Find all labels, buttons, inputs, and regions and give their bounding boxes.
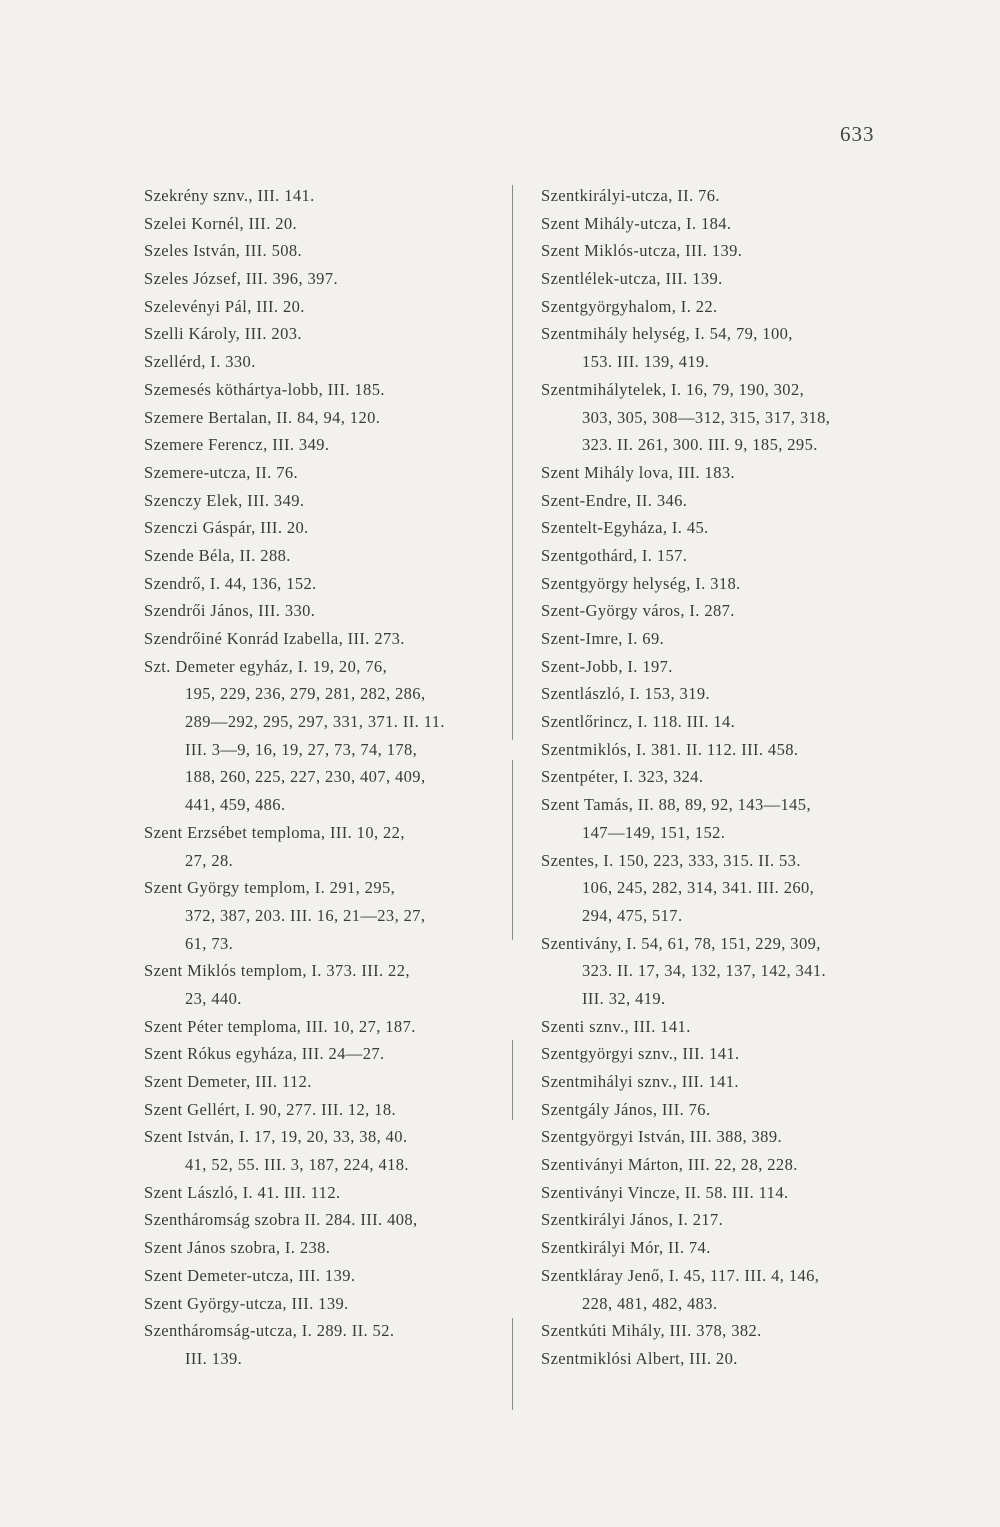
index-entry: Szellérd, I. 330. [144, 352, 256, 372]
index-entry-continuation: 153. III. 139, 419. [582, 352, 710, 372]
index-entry: Szent György templom, I. 291, 295, [144, 878, 396, 898]
index-entry: Szenczy Elek, III. 349. [144, 490, 305, 510]
index-entry-continuation: III. 139. [185, 1348, 243, 1368]
index-entry-continuation: 303, 305, 308—312, 315, 317, 318, [582, 407, 831, 427]
index-entry: Szentiványi Márton, III. 22, 28, 228. [541, 1155, 798, 1175]
column-divider [512, 1318, 513, 1410]
index-entry: Szentgyörgyi sznv., III. 141. [541, 1044, 740, 1064]
column-divider [512, 760, 513, 940]
index-entry-continuation: 228, 481, 482, 483. [582, 1293, 718, 1313]
index-entry-continuation: 61, 73. [185, 933, 234, 953]
index-entry: Szemesés köthártya-lobb, III. 185. [144, 379, 385, 399]
index-entry: Szent György-utcza, III. 139. [144, 1293, 349, 1313]
index-column-right [541, 182, 901, 1373]
index-entry: Szelei Kornél, III. 20. [144, 213, 298, 233]
index-entry: Szelli Károly, III. 203. [144, 324, 302, 344]
index-entry: Szentes, I. 150, 223, 333, 315. II. 53. [541, 850, 801, 870]
index-entry: Szemere-utcza, II. 76. [144, 462, 299, 482]
index-entry: Szentkláray Jenő, I. 45, 117. III. 4, 146, [541, 1265, 820, 1285]
index-column-left [144, 182, 504, 1373]
index-entry: Szendrői János, III. 330. [144, 601, 316, 621]
column-divider [512, 185, 513, 740]
page-number: 633 [840, 122, 875, 146]
index-entry: Szent-György város, I. 287. [541, 601, 735, 621]
index-entry-continuation: III. 3—9, 16, 19, 27, 73, 74, 178, [185, 739, 418, 759]
index-entry-continuation: 294, 475, 517. [582, 905, 683, 925]
index-entry: Szentelt-Egyháza, I. 45. [541, 518, 709, 538]
index-entry: Szentkúti Mihály, III. 378, 382. [541, 1321, 762, 1341]
index-entry: Szentmiklós, I. 381. II. 112. III. 458. [541, 739, 799, 759]
index-entry: Szent Demeter-utcza, III. 139. [144, 1265, 356, 1285]
index-entry-continuation: 372, 387, 203. III. 16, 21—23, 27, [185, 905, 426, 925]
index-entry: Szent-Imre, I. 69. [541, 629, 665, 648]
index-entry: Szentmihály helység, I. 54, 79, 100, [541, 324, 793, 344]
index-entry-continuation: 106, 245, 282, 314, 341. III. 260, [582, 878, 815, 898]
index-entry: Szemere Bertalan, II. 84, 94, 120. [144, 407, 381, 427]
index-entry: Szemere Ferencz, III. 349. [144, 435, 330, 455]
index-entry: Szent Tamás, II. 88, 89, 92, 143—145, [541, 795, 811, 815]
index-entry: Szentgály János, III. 76. [541, 1099, 711, 1119]
index-entry-continuation: 27, 28. [185, 850, 234, 870]
index-entry: Szentiványi Vincze, II. 58. III. 114. [541, 1182, 789, 1202]
index-entry: Szendrőiné Konrád Izabella, III. 273. [144, 629, 405, 648]
index-entry: Szentmihálytelek, I. 16, 79, 190, 302, [541, 379, 805, 399]
index-entry: Szelevényi Pál, III. 20. [144, 296, 305, 316]
index-entry: Szent-Jobb, I. 197. [541, 656, 673, 676]
index-entry: Szent László, I. 41. III. 112. [144, 1182, 341, 1202]
index-entry: Szentháromság szobra II. 284. III. 408, [144, 1210, 418, 1230]
index-entry: Szentpéter, I. 323, 324. [541, 767, 704, 787]
index-entry: Szentkirályi-utcza, II. 76. [541, 186, 720, 205]
index-entry: Szentgothárd, I. 157. [541, 545, 688, 565]
index-entry: Szent Demeter, III. 112. [144, 1072, 312, 1091]
index-entry: Szentmihályi sznv., III. 141. [541, 1072, 739, 1091]
index-entry: Szent Mihály-utcza, I. 184. [541, 213, 732, 233]
index-entry: Szentlászló, I. 153, 319. [541, 684, 711, 704]
index-entry: Szende Béla, II. 288. [144, 545, 291, 565]
index-entry: Szentgyörgyhalom, I. 22. [541, 296, 718, 316]
index-entry-continuation: 323. II. 261, 300. III. 9, 185, 295. [582, 435, 818, 455]
index-entry-continuation: 441, 459, 486. [185, 795, 286, 815]
index-entry: Szeles István, III. 508. [144, 241, 303, 261]
index-entry: Szentlőrincz, I. 118. III. 14. [541, 712, 736, 732]
index-entry: Szent Erzsébet temploma, III. 10, 22, [144, 822, 405, 842]
index-entry: Szent János szobra, I. 238. [144, 1238, 331, 1258]
index-entry: Szt. Demeter egyház, I. 19, 20, 76, [144, 656, 388, 676]
index-entry: Szent Gellért, I. 90, 277. III. 12, 18. [144, 1099, 397, 1119]
index-entry: Szentlélek-utcza, III. 139. [541, 269, 723, 289]
index-entry: Szentkirályi Mór, II. 74. [541, 1238, 711, 1258]
index-entry: Szenczi Gáspár, III. 20. [144, 518, 309, 538]
index-entry-continuation: 23, 440. [185, 988, 242, 1008]
index-entry: Szent-Endre, II. 346. [541, 490, 688, 510]
index-entry: Szekrény sznv., III. 141. [144, 186, 315, 205]
index-entry: Szenti sznv., III. 141. [541, 1016, 691, 1036]
index-entry-continuation: 147—149, 151, 152. [582, 822, 726, 842]
index-entry-continuation: 188, 260, 225, 227, 230, 407, 409, [185, 767, 426, 787]
index-entry: Szent Rókus egyháza, III. 24—27. [144, 1044, 385, 1064]
index-entry: Szent Mihály lova, III. 183. [541, 462, 736, 482]
index-entry: Szeles József, III. 396, 397. [144, 269, 338, 289]
index-entry: Szentgyörgyi István, III. 388, 389. [541, 1127, 782, 1147]
index-entry: Szentháromság-utcza, I. 289. II. 52. [144, 1321, 395, 1341]
index-entry: Szentivány, I. 54, 61, 78, 151, 229, 309, [541, 933, 821, 953]
index-entry-continuation: 289—292, 295, 297, 331, 371. II. 11. [185, 712, 445, 732]
index-entry-continuation: 323. II. 17, 34, 132, 137, 142, 341. [582, 961, 827, 981]
index-entry: Szentgyörgy helység, I. 318. [541, 573, 741, 593]
index-entry-continuation: III. 32, 419. [582, 988, 666, 1008]
index-entry-continuation: 41, 52, 55. III. 3, 187, 224, 418. [185, 1155, 409, 1175]
index-entry: Szentmiklósi Albert, III. 20. [541, 1348, 738, 1368]
index-entry: Szent Miklós templom, I. 373. III. 22, [144, 961, 410, 981]
column-divider [512, 1040, 513, 1120]
index-entry: Szent István, I. 17, 19, 20, 33, 38, 40. [144, 1127, 408, 1147]
index-entry-continuation: 195, 229, 236, 279, 281, 282, 286, [185, 684, 426, 704]
index-entry: Szent Miklós-utcza, III. 139. [541, 241, 743, 261]
index-entry: Szent Péter temploma, III. 10, 27, 187. [144, 1016, 416, 1036]
index-entry: Szendrő, I. 44, 136, 152. [144, 573, 317, 593]
index-entry: Szentkirályi János, I. 217. [541, 1210, 724, 1230]
